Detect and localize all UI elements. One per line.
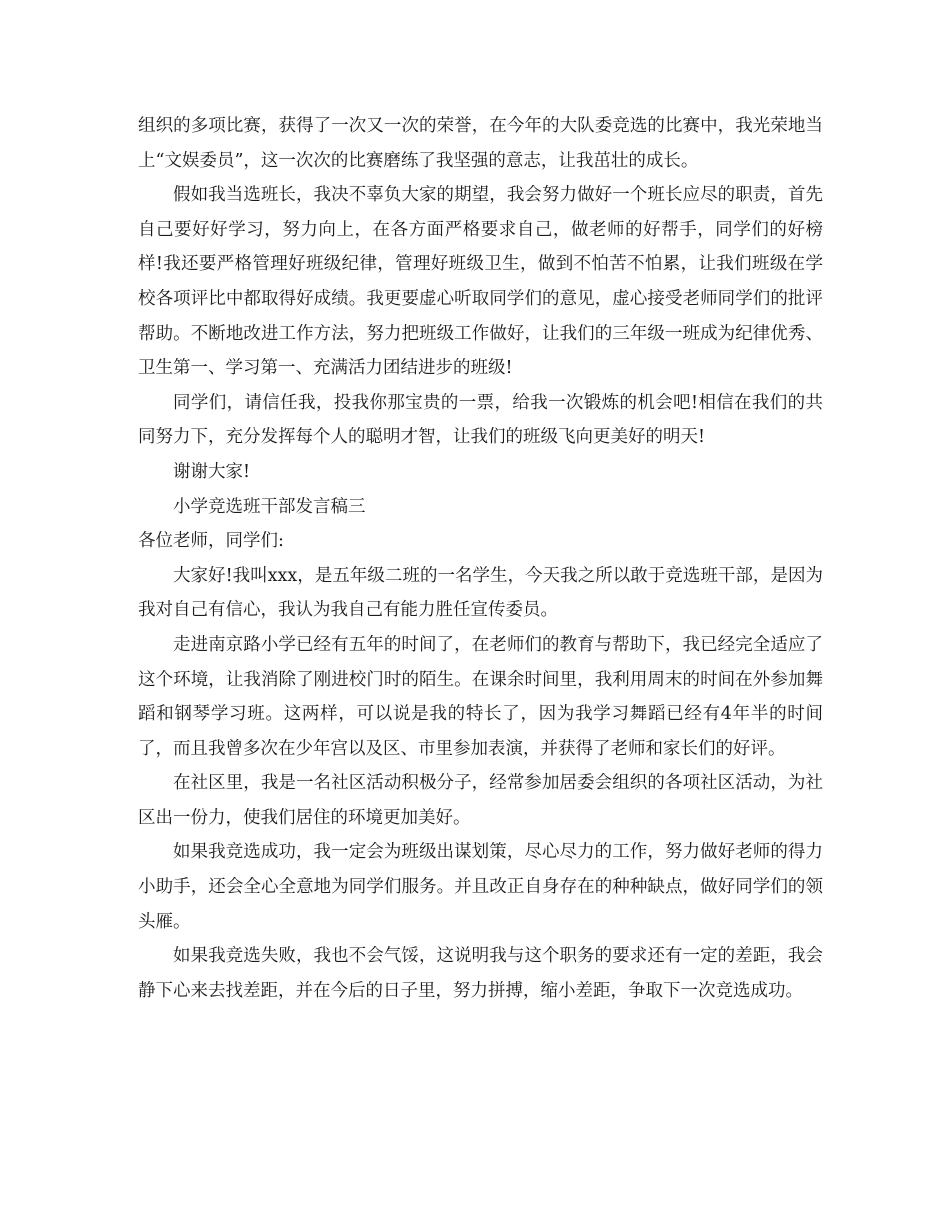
paragraph-1: 组织的多项比赛，获得了一次又一次的荣誉，在今年的大队委竞选的比赛中，我光荣地当上“文娱委员”，这一次次的比赛磨练了我坚强的意志，让我茁壮的成长。 <box>138 116 823 171</box>
document-body <box>138 109 823 1008</box>
salutation: 各位老师，同学们: <box>138 531 284 552</box>
paragraph-7: 大家好!我叫xxx，是五年级二班的一名学生，今天我之所以敢于竞选班干部，是因为我对自己有信心，我认为我自己有能力胜任宣传委员。 <box>138 565 823 621</box>
paragraph-2: 假如我当选班长，我决不辜负大家的期望，我会努力做好一个班长应尽的职责，首先自己要好好学习，努力向上，在各方面严格要求自己，做老师的好帮手，同学们的好榜样!我还要严格管理好班级纪律，管理好班级卫生，做到不怕苦不怕累，让我们班级在学校各项评比中都取得好成绩。我更要虚心听取同学们的意见，虚心接受老师同学们的批评帮助。不断地改进工作方法，努力把班级工作做好，让我们的三年级一班成为纪律优秀、卫生第一、学习第一、充满活力团结进步的班级! <box>138 185 823 379</box>
paragraph-10: 如果我竞选成功，我一定会为班级出谋划策，尽心尽力的工作，努力做好老师的得力小助手，还会全心全意地为同学们服务。并且改正自身存在的种种缺点，做好同学们的领头雁。 <box>138 842 823 932</box>
paragraph-11: 如果我竞选失败，我也不会气馁，这说明我与这个职务的要求还有一定的差距，我会静下心来去找差距，并在今后的日子里，努力拼搏，缩小差距，争取下一次竞选成功。 <box>138 946 823 1001</box>
paragraph-thanks: 谢谢大家! <box>173 461 251 482</box>
section-title: 小学竞选班干部发言稿三 <box>173 496 366 517</box>
paragraph-9: 在社区里，我是一名社区活动积极分子，经常参加居委会组织的各项社区活动，为社区出一份力，使我们居住的环境更加美好。 <box>138 773 823 828</box>
paragraph-3: 同学们，请信任我，投我你那宝贵的一票，给我一次锻炼的机会吧!相信在我们的共同努力下，充分发挥每个人的聪明才智，让我们的班级飞向更美好的明天! <box>138 392 823 448</box>
paragraph-8: 走进南京路小学已经有五年的时间了，在老师们的教育与帮助下，我已经完全适应了这个环境，让我消除了刚进校门时的陌生。在课余时间里，我利用周末的时间在外参加舞蹈和钢琴学习班。这两样，可以说是我的特长了，因为我学习舞蹈已经有4年半的时间了，而且我曾多次在少年宫以及区、市里参加表演，并获得了老师和家长们的好评。 <box>138 634 823 759</box>
